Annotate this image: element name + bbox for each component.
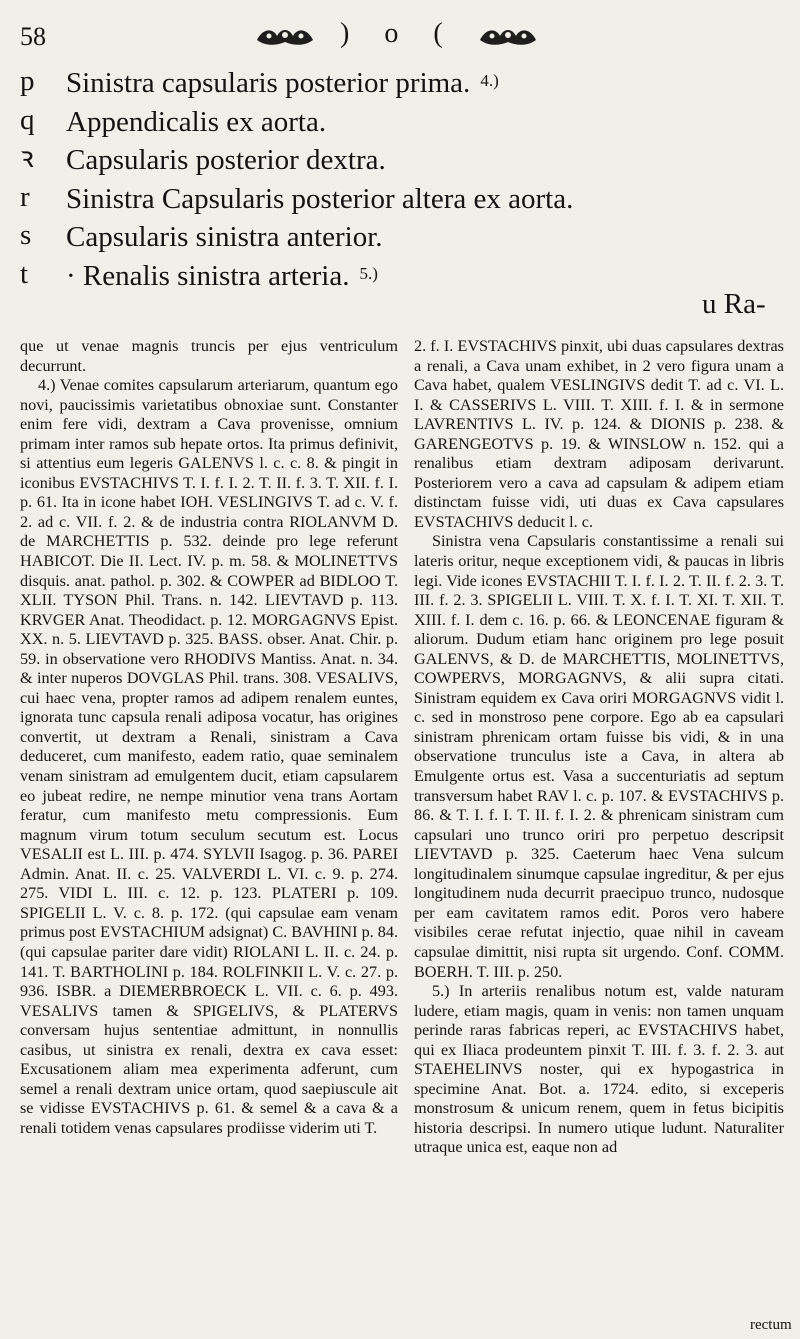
- page-header: [0, 18, 800, 58]
- vessel-list: [20, 62, 790, 293]
- paragraph: que ut venae magnis truncis per ejus ventriculum decurrunt.: [20, 337, 398, 375]
- vessel-row: [20, 216, 790, 255]
- vessel-letter: ꝛ: [20, 142, 34, 174]
- vessel-note: 4.): [480, 71, 499, 90]
- footer-catchword: rectum: [750, 1317, 792, 1333]
- ornament-left-icon: [255, 26, 315, 48]
- section-catchword: u Ra-: [702, 288, 766, 320]
- ornament-right-icon: [478, 26, 538, 48]
- vessel-row: [20, 178, 790, 217]
- paragraph: 4.) Venae comites capsularum arteriarum, quantum ego novi, paucissimis varietatibus obnoxiae sunt. Constanter enim fere vidi, dextram a Cava provenisse, omnium primam inter ramos sub hepate ortos. Ita primus definivit, si attentius eum legeris GALENVS l. c. c. 8. & pingit in iconibus EVSTACHIVS T. I. f. I. 2. T. II. f. 3. T. XII. f. I. p. 61. Ita in icone habet IOH. VESLINGIVS T. ad c. V. f. 2. ad c. VII. f. 2. & de industria contra RIOLANVM D. de MARCHETTIS p. 532. deinde pro lege referunt HABICOT. Die II. Lect. IV. p. m. 58. & MOLINETTVS disquis. anat. pathol. p. 302. & COWPER ad BIDLOO T. XLII. TYSON Phil. Trans. n. 142. LIEVTAVD p. 113. KRVGER Anat. Theodidact. p. 12. MORGAGNVS Epist. XX. n. 5. LIEVTAVD p. 325. BASS. obser. Anat. Chir. p. 59. in observatione vero RHODIVS Mantiss. Anat. n. 34. & inter nuperos DOVGLAS Phil. trans. 308. VESALIVS, cui haec vena, propter ramos ad adipem renalem euntes, ignorata tunc capsula renali adiposa vocatur, has origines convertit, ut dextram a Renali, sinistram a Cava deduceret, cum manifesto, eadem ratio, quae seminalem venam sinistram ad emulgentem ducit, etiam capsularem eo jubeat redire, ne nempe minutior vena trans Aortam feratur, cum manifesto metu compressionis. Eum magnum virum totum seculum secutum est. Locus VESALII est L. III. p. 474. SYLVII Isagog. p. 36. PAREI Admin. Anat. II. c. 25. VALVERDI L. VI. c. 9. p. 274. 275. VIDI L. III. c. 12. p. 123. PLATERI p. 109. SPIGELII L. V. c. 8. p. 172. (qui capsulae eam venam primus post EVSTACHIUM adsignat) C. BAVHINI p. 84. (qui capsulae pariter dare vidit) RIOLANI L. II. c. 24. p. 141. T. BARTHOLINI p. 184. ROLFINKII L. V. c. 27. p. 936. ISBR. a DIEMERBROECK L. VII. c. 6. p. 493. VESALIVS tamen & SPIGELIVS, & PLATERVS conversam hujus sententiae admittunt, in nonnullis casibus, ut sinistra ex renali, dextra ex cava esset: Excusationem aliam mea experimenta adferunt, cum semel a renali dextram unice ortam, quod saepiuscule ait se vidisse EVSTACHIVS p. 61. & semel & a cava & a renali totidem venas capsulares prodiisse viderim uti T.: [20, 376, 398, 1137]
- vessel-name: Sinistra capsularis posterior prima.: [66, 67, 471, 99]
- vessel-letter: p: [20, 65, 35, 97]
- vessel-row: [20, 62, 790, 101]
- vessel-name: Capsularis posterior dextra.: [66, 144, 386, 176]
- vessel-letter: s: [20, 219, 32, 251]
- vessel-letter: t: [20, 257, 29, 290]
- vessel-note: 5.): [359, 263, 378, 283]
- paragraph: 5.) In arteriis renalibus notum est, valde naturam ludere, etiam magis, quam in venis: non tamen unquam perinde raras fabricas reperi, ac EVSTACHIVS habet, qui ex Iliaca prodeuntem pinxit T. III. f. 3. f. 2. 3. aut STAEHELINVS noster, qui ex hypogastrica in specimine Anat. Bot. a. 1724. edito, si exceperis monstrosum & unicum renem, quem in fetus bicipitis historia descripsi. In numero utique ludunt. Naturaliter utraque unica est, eaque non ad: [414, 982, 784, 1157]
- vessel-letter: q: [20, 103, 35, 136]
- paragraph: 2. f. I. EVSTACHIVS pinxit, ubi duas capsulares dextras a renali, a Cava unam exhibet, in 2 vero figura unam a Cava habet, qualem VESLINGIVS dedit T. ad c. VI. L. I. & CASSERIVS L. VIII. T. XIII. f. I. & in sermone LAVRENTIVS L. IV. p. 124. & DIONIS p. 238. & GARENGEOTVS p. 19. & WINSLOW n. 152. qui a renalibus etiam dextram adiposam derivarunt. Posteriorem vero a cava ad capsulam & adipem etiam distinctam fuisse vidi, uti duas ex Cava capsulares EVSTACHIVS deducit l. c.: [414, 337, 784, 531]
- vessel-name: · Renalis sinistra arteria.: [66, 259, 350, 292]
- vessel-name: Appendicalis ex aorta.: [66, 105, 327, 138]
- left-column: [20, 337, 398, 1138]
- vessel-row: [20, 255, 790, 294]
- vessel-row: [20, 101, 790, 140]
- paragraph: Sinistra vena Capsularis constantissime a renali sui lateris oritur, neque exceptionem vidi, & paucas in libris legi. Vide icones EVSTACHII T. I. f. I. 2. T. II. f. 2. 3. T. III. f. 2. 3. SPIGELII L. VIII. T. X. f. I. T. XI. T. XII. T. XIII. f. I. dem c. 16. p. 66. & LEONCENAE figuram & aliorum. Dudum etiam hanc originem pro lege posuit GALENVS, & D. de MARCHETTIS, MOLINETTVS, COWPERVS, MORGAGNVS, & alii supra citati. Sinistram equidem ex Cava oriri MORGAGNVS vidit l. c. sed in monstroso pene corpore. Ego ab ea capsulari sinistram phrenicam ortam fuisse bis vidi, & in una observatione trunculus iste a Cava, in altera ab Emulgente ortus est. Vasa a succenturiatis ad septum transversum habet RAV l. c. p. 107. & EVSTACHIVS p. 86. & T. I. f. I. T. II. f. I. 2. & phrenicam sinistram cum capsulari uno trunco oriri pro perpetuo descripsit LIEVTAVD p. 325. Caeterum haec Vena sulcum longitudinalem sinumque capsulae ingreditur, & per ejus longitudinem nuda decurrit praecipuo trunco, nudosque per eam cavitatem ramos edit. Poros vero habere visibiles cerae refutat injectio, quae nihil in caveam capsulae dimittit, nisi rupta sit urgendo. Conf. COMM. BOERH. T. III. p. 250.: [414, 532, 784, 981]
- vessel-letter: r: [20, 180, 30, 213]
- header-mark: ) o (: [340, 18, 457, 49]
- vessel-row: [20, 139, 790, 178]
- vessel-name: Sinistra Capsularis posterior altera ex aorta.: [66, 182, 574, 215]
- vessel-name: Capsularis sinistra anterior.: [66, 221, 383, 253]
- right-column: [414, 337, 784, 1158]
- page-number: 58: [20, 22, 46, 51]
